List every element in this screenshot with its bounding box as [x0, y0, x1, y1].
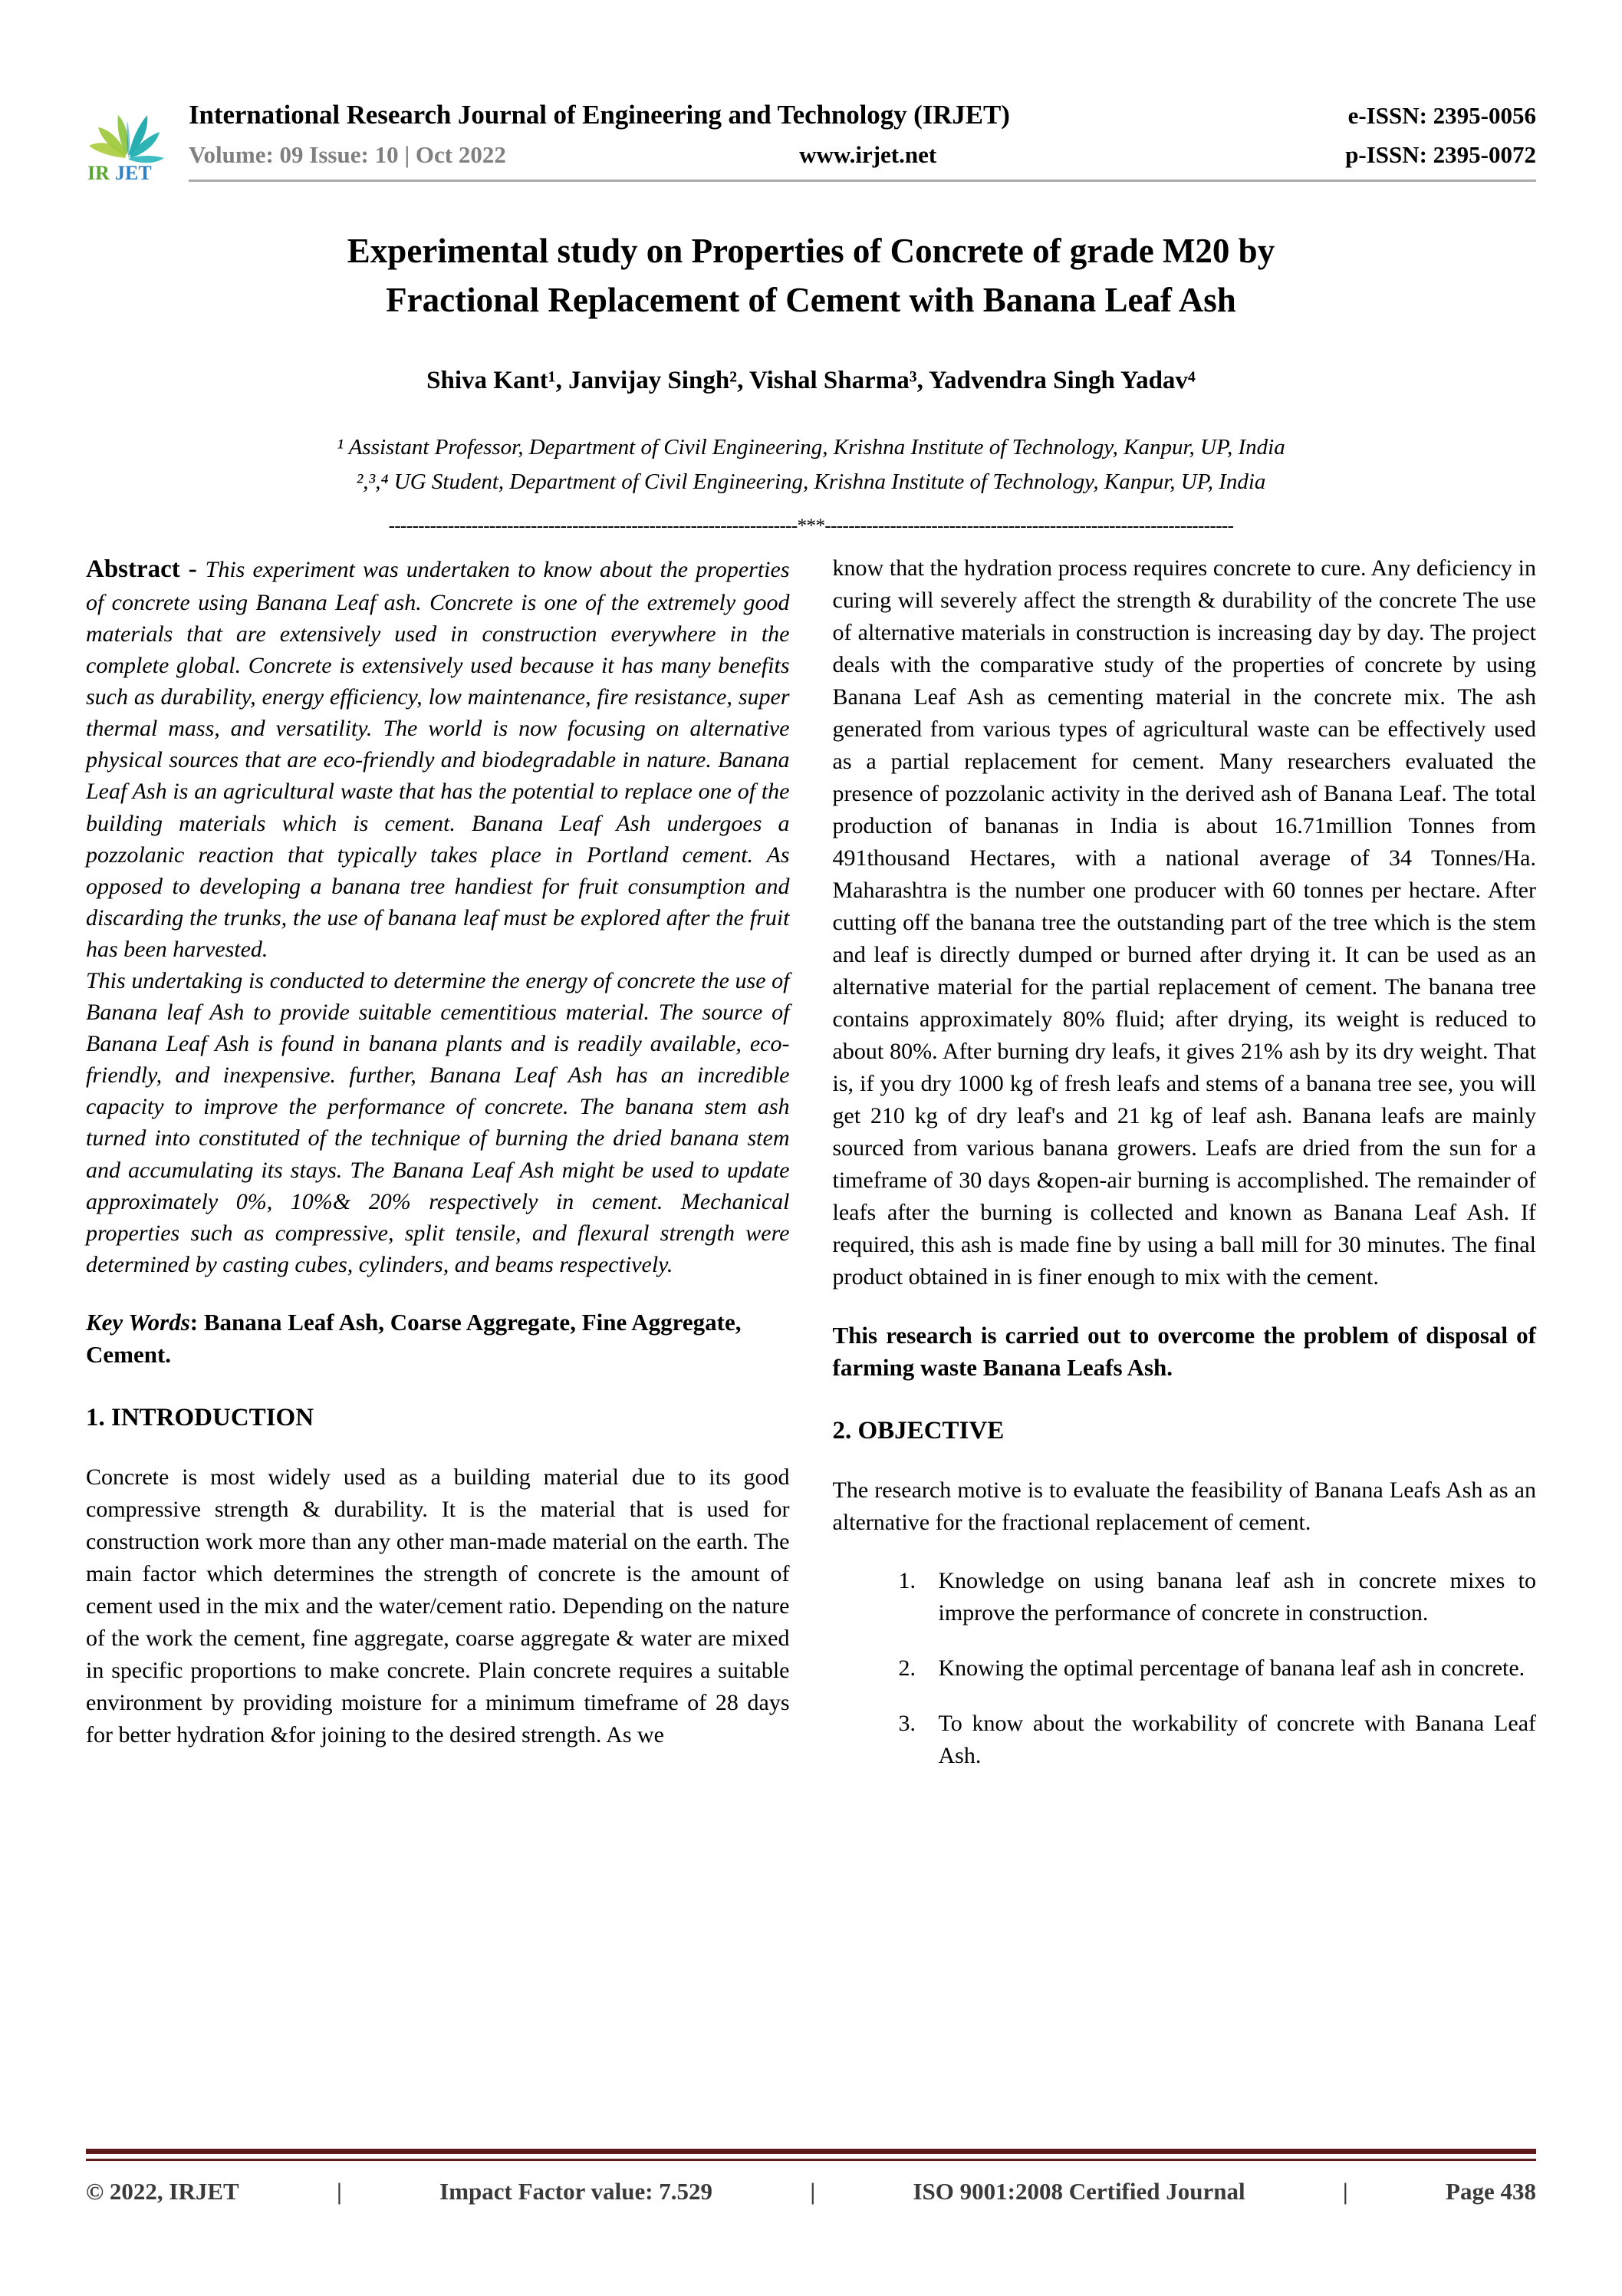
content-columns	[86, 552, 1536, 1795]
separator-stars: ***	[797, 516, 825, 535]
footer-copyright: © 2022, IRJET	[86, 2178, 239, 2205]
author-list: Shiva Kant¹, Janvijay Singh², Vishal Sharma³, Yadvendra Singh Yadav⁴	[426, 366, 1196, 394]
masthead	[86, 0, 1536, 184]
masthead-row-title	[189, 100, 1536, 130]
abstract-paragraph-2: This undertaking is conducted to determine the energy of concrete the use of Banana leaf Ash to provide suitable cementitious material. The source of Banana Leaf Ash is found in banana plants and is readily available, eco-friendly, and inexpensive. further, Banana Leaf Ash has an incredible capacity to improve the performance of concrete. The banana stem ash turned into constituted of the technique of burning the dried banana stem and accumulating its stays. The Banana Leaf Ash might be used to update approximately 0%, 10%& 20% respectively in cement. Mechanical properties such as compressive, split tensile, and flexural strength were determined by casting cubes, cylinders, and beams respectively.	[86, 967, 790, 1277]
separator-left-dashes: ---------------------------------------------------------------------	[388, 516, 798, 535]
left-column	[86, 552, 790, 1795]
keywords-label: Key Words	[86, 1308, 190, 1336]
footer-pipe-1: |	[337, 2178, 342, 2205]
list-item: 3. To know about the workability of concrete with Banana Leaf Ash.	[922, 1708, 1537, 1772]
objective-intro: The research motive is to evaluate the feasibility of Banana Leafs Ash as an alternative for the fractional replacement of cement.	[832, 1477, 1536, 1535]
list-item: 1. Knowledge on using banana leaf ash in concrete mixes to improve the performance of concrete in construction.	[922, 1565, 1537, 1629]
journal-website-link[interactable]: www.irjet.net	[799, 141, 937, 168]
affiliation-1: ¹ Assistant Professor, Department of Civil Engineering, Krishna Institute of Technology, Kanpur, UP, India	[337, 434, 1285, 460]
abstract-paragraph-1	[86, 552, 790, 965]
abstract-label: Abstract -	[86, 555, 206, 583]
svg-text:JET: JET	[115, 162, 152, 184]
introduction-text: Concrete is most widely used as a building material due to its good compressive strength & durability. It is the material that is used for construction work more than any other man-made material on the earth. The main factor which determines the strength of concrete is the amount of cement used in the mix and the water/cement ratio. Depending on the nature of the work the cement, fine aggregate, coarse aggregate & water are mixed in specific proportions to make concrete. Plain concrete requires a suitable environment by providing moisture for a minimum timeframe of 28 days for better hydration &for joining to the desired strength. As we	[86, 1464, 790, 1748]
keywords-value: Banana Leaf Ash, Coarse Aggregate, Fine Aggregate, Cement.	[86, 1308, 742, 1369]
affiliation-2: ²,³,⁴ UG Student, Department of Civil Engineering, Krishna Institute of Technology, Kanpur, UP, India	[356, 469, 1266, 494]
masthead-row-volume	[189, 141, 1536, 169]
paper-title-line1: Experimental study on Properties of Concrete of grade M20 by	[347, 232, 1275, 270]
section-heading-objective: 2. OBJECTIVE	[832, 1416, 1005, 1444]
keywords-separator: :	[189, 1308, 204, 1336]
footer-certification: ISO 9001:2008 Certified Journal	[913, 2178, 1245, 2205]
paper-title-line2: Fractional Replacement of Cement with Banana Leaf Ash	[386, 280, 1236, 319]
footer-page-number: Page 438	[1446, 2178, 1536, 2205]
section-separator	[86, 516, 1536, 535]
footer-pipe-2: |	[810, 2178, 816, 2205]
e-issn: e-ISSN: 2395-0056	[1347, 102, 1536, 129]
svg-text:IR: IR	[87, 162, 110, 184]
page-title	[140, 227, 1482, 325]
page-footer	[86, 2149, 1536, 2205]
volume-issue: Volume: 09 Issue: 10 | Oct 2022	[189, 141, 506, 168]
footer-divider-bottom	[86, 2159, 1536, 2161]
masthead-text	[189, 95, 1536, 182]
footer-row	[86, 2178, 1536, 2205]
keywords	[86, 1306, 790, 1372]
p-issn: p-ISSN: 2395-0072	[1345, 141, 1536, 168]
affiliations	[86, 430, 1536, 499]
section-heading-introduction: 1. INTRODUCTION	[86, 1403, 314, 1431]
header-divider	[189, 180, 1536, 182]
footer-pipe-3: |	[1342, 2178, 1348, 2205]
abstract-text-1: This experiment was undertaken to know about the properties of concrete using Banana Leaf ash. Concrete is one of the extremely good materials that are extensively used in construction everywhere in the complete global. Concrete is extensively used because it has many benefits such as durability, energy efficiency, low maintenance, fire resistance, super thermal mass, and versatility. The world is now focusing on alternative physical sources that are eco-friendly and biodegradable in nature. Banana Leaf Ash is an agricultural waste that has the potential to replace one of the building materials which is cement. Banana Leaf Ash undergoes a pozzolanic reaction that typically takes place in Portland cement. As opposed to developing a banana tree handiest for fruit consumption and discarding the trunks, the use of banana leaf must be explored after the fruit has been harvested.	[86, 556, 790, 962]
research-statement: This research is carried out to overcome the problem of disposal of farming waste Banana Leafs Ash.	[832, 1321, 1536, 1382]
separator-right-dashes: ---------------------------------------------------------------------	[824, 516, 1234, 535]
footer-impact-factor: Impact Factor value: 7.529	[439, 2178, 713, 2205]
right-column	[833, 552, 1537, 1795]
list-item: 2. Knowing the optimal percentage of banana leaf ash in concrete.	[922, 1652, 1537, 1685]
objective-list	[833, 1565, 1537, 1772]
footer-divider-top	[86, 2149, 1536, 2154]
irjet-logo-icon	[86, 98, 172, 184]
introduction-text-continued: know that the hydration process requires concrete to cure. Any deficiency in curing will severely affect the strength & durability of the concrete The use of alternative materials in construction is increasing day by day. The project deals with the comparative study of the properties of concrete by using Banana Leaf Ash as cementing material in the concrete mix. The ash generated from various types of agricultural waste can be effectively used as a partial replacement for cement. Many researchers evaluated the presence of pozzolanic activity in the derived ash of Banana Leaf. The total production of bananas in India is about 16.71million Tonnes from 491thousand Hectares, with a national average of 34 Tonnes/Ha. Maharashtra is the number one producer with 60 tonnes per hectare. After cutting off the banana tree the outstanding part of the tree which is the stem and leaf is directly dumped or burned after drying it. It can be used as an alternative material for the partial replacement of cement. The banana tree contains approximately 80% fluid; after drying, its weight is reduced to about 80%. After burning dry leafs, it gives 21% ash by its dry weight. That is, if you dry 1000 kg of fresh leafs and stems of a banana tree see, you will get 210 kg of dry leaf's and 21 kg of leaf ash. Banana leafs are mainly sourced from various banana growers. Leafs are dried from the sun for a timeframe of 30 days &open-air burning is accomplished. The remainder of leafs after the burning is collected and known as Banana Leaf Ash. If required, this ash is made fine by using a ball mill for 30 minutes. The final product obtained in is finer enough to mix with the cement.	[832, 555, 1536, 1290]
journal-title: International Research Journal of Engineering and Technology (IRJET)	[189, 100, 1010, 130]
